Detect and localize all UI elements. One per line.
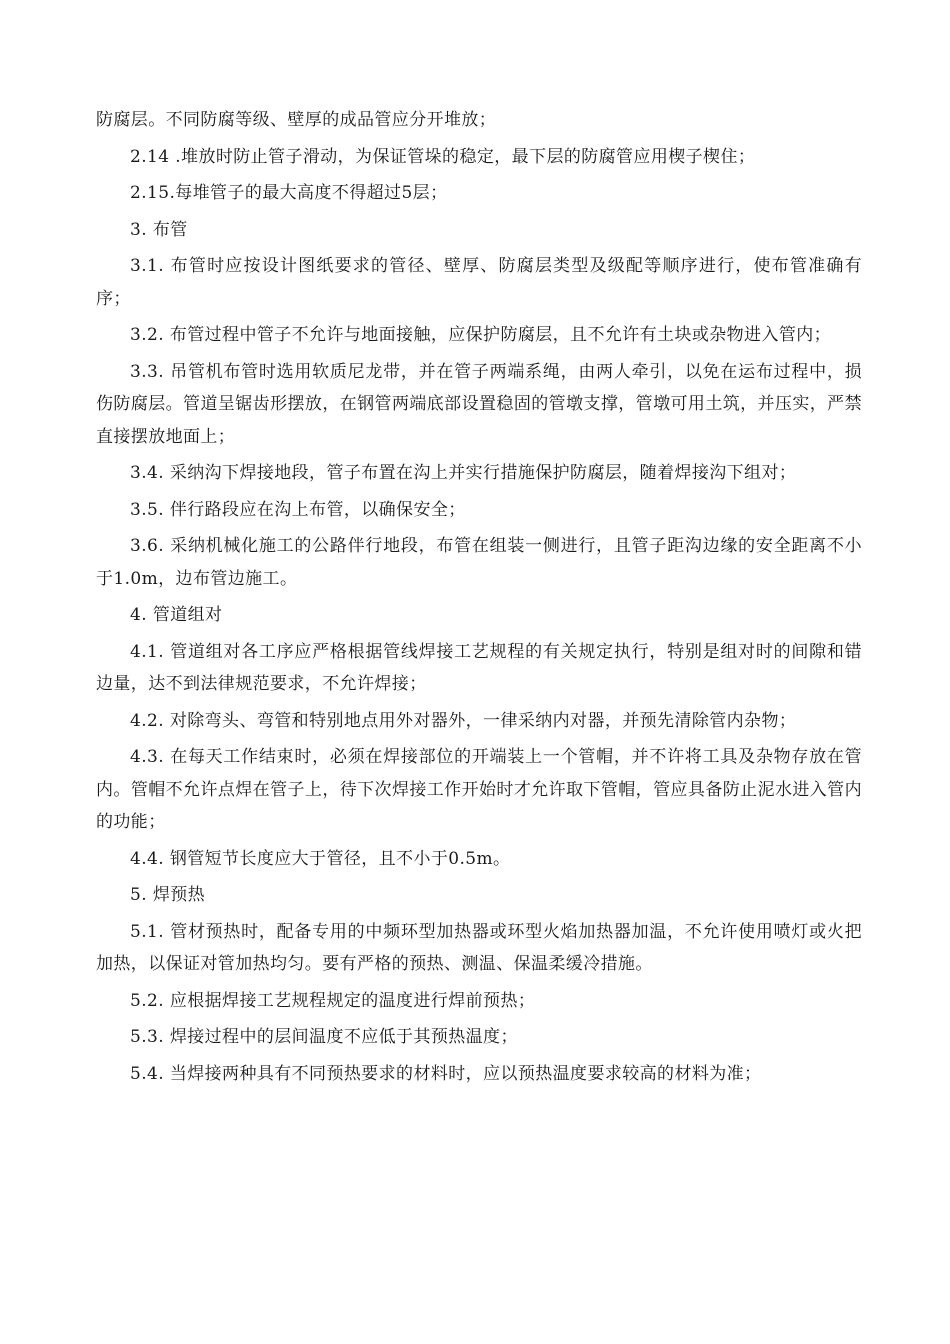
paragraph-4-3: 4.3. 在每天工作结束时，必须在焊接部位的开端装上一个管帽，并不许将工具及杂物存放在管内。管帽不允许点焊在管子上，待下次焊接工作开始时才允许取下管帽，管应具备防止泥水进入管内的功能； — [96, 747, 862, 832]
paragraph-2-14: 2.14 .堆放时防止管子滑动，为保证管垛的稳定，最下层的防腐管应用楔子楔住； — [130, 146, 756, 167]
section-heading-4: 4. 管道组对 — [130, 605, 223, 625]
paragraph-3-5: 3.5. 伴行路段应在沟上布管，以确保安全； — [130, 499, 466, 520]
paragraph-4-1: 4.1. 管道组对各工序应严格根据管线焊接工艺规程的有关规定执行，特别是组对时的间隙和错边量，达不到法律规范要求，不允许焊接； — [96, 641, 862, 694]
paragraph-3-1: 3.1. 布管时应按设计图纸要求的管径、壁厚、防腐层类型及级配等顺序进行，使布管准确有序； — [96, 256, 862, 309]
section-heading-3: 3. 布管 — [130, 219, 188, 240]
document-page — [96, 104, 862, 1090]
paragraph-3-6: 3.6. 采纳机械化施工的公路伴行地段，布管在组装一侧进行，且管子距沟边缘的安全距离不小于1.0m，边布管边施工。 — [96, 536, 862, 589]
paragraph-3-3: 3.3. 吊管机布管时选用软质尼龙带，并在管子两端系绳，由两人牵引，以免在运布过程中，损伤防腐层。管道呈锯齿形摆放，在钢管两端底部设置稳固的管墩支撑，管墩可用土筑，并压实，严禁直接摆放地面上； — [96, 361, 862, 447]
paragraph-5-1: 5.1. 管材预热时，配备专用的中频环型加热器或环型火焰加热器加温，不允许使用喷灯或火把加热，以保证对管加热均匀。要有严格的预热、测温、保温柔缓冷措施。 — [96, 921, 862, 974]
paragraph-2-15: 2.15.每堆管子的最大高度不得超过5层； — [130, 183, 448, 203]
paragraph-3-4: 3.4. 采纳沟下焊接地段，管子布置在沟上并实行措施保护防腐层，随着焊接沟下组对； — [130, 463, 797, 483]
paragraph-5-4: 5.4. 当焊接两种具有不同预热要求的材料时，应以预热温度要求较高的材料为准； — [130, 1063, 762, 1084]
paragraph-5-3: 5.3. 焊接过程中的层间温度不应低于其预热温度； — [130, 1027, 518, 1047]
paragraph-4-2: 4.2. 对除弯头、弯管和特别地点用外对器外，一律采纳内对器，并预先清除管内杂物； — [130, 710, 797, 731]
paragraph-3-2: 3.2. 布管过程中管子不允许与地面接触，应保护防腐层，且不允许有土块或杂物进入管内； — [130, 325, 832, 345]
section-heading-5: 5. 焊预热 — [130, 885, 206, 905]
paragraph-continuation: 防腐层。不同防腐等级、壁厚的成品管应分开堆放； — [96, 110, 497, 130]
paragraph-4-4: 4.4. 钢管短节长度应大于管径，且不小于0.5m。 — [130, 848, 511, 869]
paragraph-5-2: 5.2. 应根据焊接工艺规程规定的温度进行焊前预热； — [130, 990, 536, 1011]
